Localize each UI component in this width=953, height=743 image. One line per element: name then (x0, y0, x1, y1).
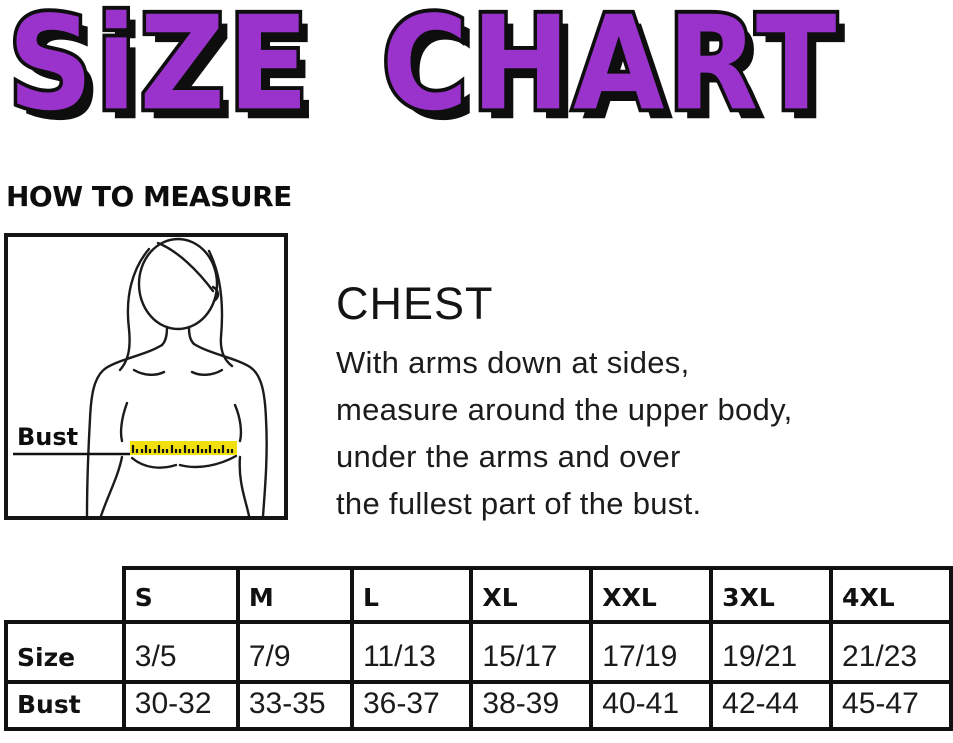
size-value-cell: 7/9 (238, 622, 352, 682)
figure-neck-right (189, 327, 194, 344)
size-table (4, 566, 953, 731)
bust-value-cell: 45-47 (831, 682, 951, 729)
size-column-header: L (352, 568, 471, 622)
size-value-cell: 19/21 (711, 622, 831, 682)
figure-clavicle-left (134, 370, 164, 375)
figure-shoulder-right (194, 344, 267, 516)
figure-hair-right (209, 251, 232, 366)
figure-torso-right-upper (235, 405, 241, 441)
size-column-header: 4XL (831, 568, 951, 622)
size-column-header: M (238, 568, 352, 622)
size-value-cell: 11/13 (352, 622, 471, 682)
figure-head (139, 239, 217, 329)
body-outline-illustration (8, 237, 284, 516)
how-to-measure-heading: HOW TO MEASURE (6, 180, 292, 213)
size-table-header-row (6, 568, 951, 622)
figure-underbust-right (180, 456, 236, 467)
row-label-bust: Bust (6, 682, 124, 729)
size-chart-title: SiZE CHART (8, 0, 840, 140)
chest-instruction-line: measure around the upper body, (336, 392, 793, 428)
figure-shoulder-left (87, 345, 162, 516)
bust-value-cell: 40-41 (591, 682, 711, 729)
chest-instructions-section (336, 280, 793, 527)
figure-neck-left (162, 327, 167, 345)
chest-instruction-line: under the arms and over (336, 439, 681, 475)
size-row (6, 622, 951, 682)
bust-value-cell: 36-37 (352, 682, 471, 729)
figure-torso-left-lower (101, 457, 122, 516)
size-value-cell: 17/19 (591, 622, 711, 682)
bust-value-cell: 30-32 (124, 682, 238, 729)
row-label-size: Size (6, 622, 124, 682)
bust-value-cell: 33-35 (238, 682, 352, 729)
size-value-cell: 3/5 (124, 622, 238, 682)
size-table-corner-cell (6, 568, 124, 622)
figure-clavicle-right (192, 370, 222, 375)
size-value-cell: 15/17 (471, 622, 591, 682)
bust-label: Bust (17, 423, 79, 451)
size-column-header: 3XL (711, 568, 831, 622)
measurement-figure-box (4, 233, 288, 520)
size-column-header: XL (471, 568, 591, 622)
figure-torso-right-lower (240, 457, 249, 516)
size-column-header: XXL (591, 568, 711, 622)
size-value-cell: 21/23 (831, 622, 951, 682)
chest-instruction-line: With arms down at sides, (336, 345, 690, 381)
figure-underbust-left (132, 458, 176, 468)
chest-instruction-line: the fullest part of the bust. (336, 486, 702, 522)
bust-value-cell: 38-39 (471, 682, 591, 729)
size-column-header: S (124, 568, 238, 622)
bust-value-cell: 42-44 (711, 682, 831, 729)
chest-heading: CHEST (336, 278, 494, 329)
bust-row (6, 682, 951, 729)
figure-torso-left-upper (121, 403, 127, 441)
